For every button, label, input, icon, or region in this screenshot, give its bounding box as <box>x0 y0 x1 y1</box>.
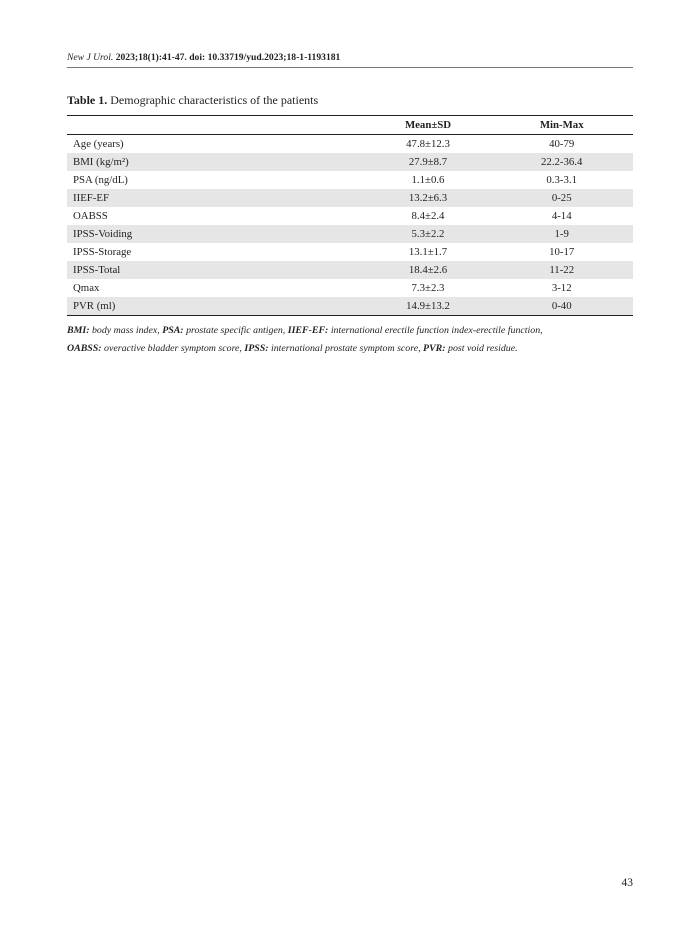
min-max-cell: 0-40 <box>490 297 633 316</box>
table-row <box>67 297 633 316</box>
column-header: Mean±SD <box>366 116 491 135</box>
mean-sd-cell: 5.3±2.2 <box>366 225 491 243</box>
min-max-cell: 22.2-36.4 <box>490 153 633 171</box>
table-row <box>67 243 633 261</box>
row-label: PSA (ng/dL) <box>73 174 128 186</box>
row-label: OABSS <box>73 210 108 222</box>
column-header <box>67 116 366 135</box>
page-number: 43 <box>621 877 633 889</box>
min-max-cell: 40-79 <box>549 138 575 150</box>
table-title: Demographic characteristics of the patients <box>110 93 319 107</box>
mean-sd-cell: 14.9±13.2 <box>366 297 491 316</box>
table-label: Table 1. <box>67 93 108 107</box>
footnote-abbr: BMI: <box>67 325 90 336</box>
row-label: IPSS-Total <box>67 261 366 279</box>
table-header-row <box>67 116 633 135</box>
footnote-abbr: IPSS: <box>244 343 269 354</box>
row-label: Age (years) <box>73 138 124 150</box>
footnote-def: body mass index, <box>89 325 163 336</box>
min-max-cell: 4-14 <box>551 210 572 222</box>
mean-sd-cell: 27.9±8.7 <box>366 153 491 171</box>
row-label: BMI (kg/m²) <box>67 153 366 171</box>
table-row <box>67 171 633 189</box>
row-label: IPSS-Storage <box>73 246 132 258</box>
mean-sd-cell: 13.1±1.7 <box>408 246 448 258</box>
mean-sd-cell: 8.4±2.4 <box>411 210 445 222</box>
footnote-def: post void residue. <box>445 343 518 354</box>
mean-sd-cell: 13.2±6.3 <box>366 189 491 207</box>
table-row <box>67 153 633 171</box>
row-label: IPSS-Voiding <box>67 225 366 243</box>
footnote-abbr: OABSS: <box>67 343 102 354</box>
mean-sd-cell: 1.1±0.6 <box>411 174 445 186</box>
table-row <box>67 279 633 297</box>
table-row <box>67 207 633 225</box>
footnote-abbr: IIEF-EF: <box>287 325 329 336</box>
table-row <box>67 261 633 279</box>
footnote-def: international erectile function index-erectile function, <box>328 325 543 336</box>
footnote-abbr: PVR: <box>423 343 446 354</box>
min-max-cell: 1-9 <box>490 225 633 243</box>
running-header <box>67 51 633 68</box>
citation: 2023;18(1):41-47. doi: 10.33719/yud.2023;18-1-1193181 <box>115 52 341 63</box>
table-footnote <box>67 322 633 358</box>
min-max-cell: 11-22 <box>490 261 633 279</box>
min-max-cell: 3-12 <box>551 282 572 294</box>
mean-sd-cell: 18.4±2.6 <box>366 261 491 279</box>
column-header: Min-Max <box>490 116 633 135</box>
journal-name: New J Urol. <box>67 52 114 63</box>
mean-sd-cell: 7.3±2.3 <box>411 282 445 294</box>
row-label: Qmax <box>73 282 100 294</box>
demographics-table <box>67 115 633 316</box>
row-label: IIEF-EF <box>67 189 366 207</box>
min-max-cell: 0-25 <box>490 189 633 207</box>
footnote-def: overactive bladder symptom score, <box>101 343 245 354</box>
table-row <box>67 189 633 207</box>
min-max-cell: 10-17 <box>549 246 575 258</box>
footnote-def: international prostate symptom score, <box>268 343 424 354</box>
min-max-cell: 0.3-3.1 <box>546 174 577 186</box>
row-label: PVR (ml) <box>67 297 366 316</box>
table-caption <box>67 92 318 108</box>
table-row <box>67 225 633 243</box>
table-row <box>67 135 633 154</box>
footnote-abbr: PSA: <box>162 325 184 336</box>
footnote-def: prostate specific antigen, <box>183 325 288 336</box>
mean-sd-cell: 47.8±12.3 <box>406 138 450 150</box>
